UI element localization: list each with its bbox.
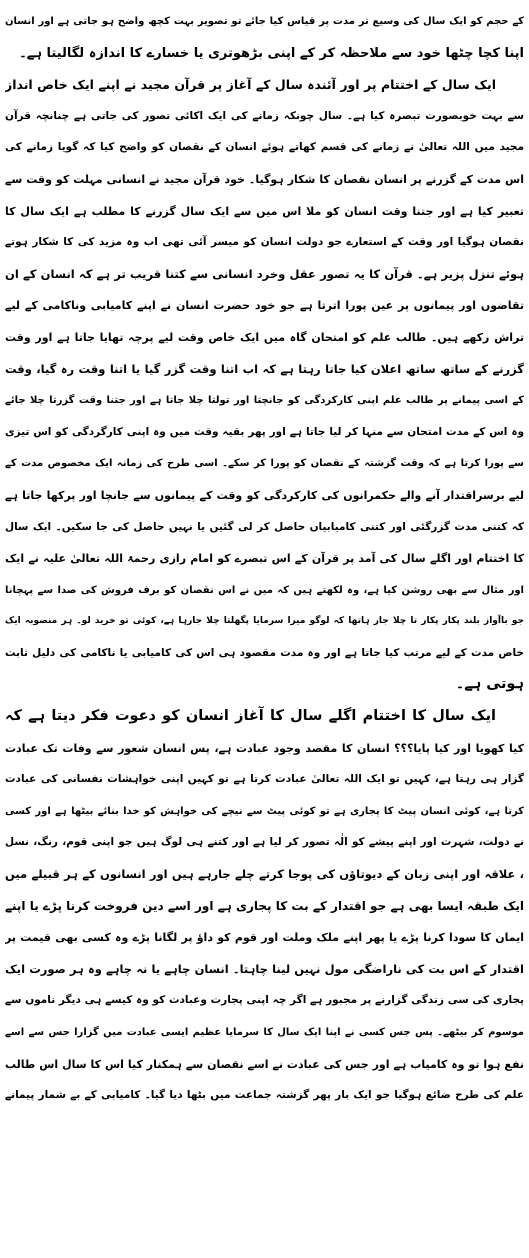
text-line: گزرنے کے ساتھ ساتھ اعلان کیا جاتا رہتا ہے کہ اب اتنا وقت گزر گیا یا اتنا وقت رہ گیا، وقت: [5, 361, 524, 376]
text-line: تراش رکھے ہیں۔ طالب علم کو امتحان گاہ میں ایک خاص وقت لیے پرچہ تھایا جاتا ہے اور وقت: [5, 330, 524, 344]
text-line: کا اختتام اور اگلے سال کی آمد پر قرآن کے اس تبصرے کو امام رازی رحمۃ اللہ تعالیٰ علیہ نے ایک: [5, 552, 524, 566]
text-line: کرتا ہے، کوئی انسان پیٹ کا پجاری ہے تو کوئی پیٹ سے نیچے کی خواہش کو خدا بنائے بیٹھا ہے اور کسی: [5, 805, 524, 817]
text-line: اپنا کچا چٹھا خود سے ملاحظہ کر کے اپنی بڑھوتری یا خسارے کا اندازہ لگالیتا ہے۔: [19, 45, 524, 61]
text-line: سے پورا کرتا ہے کہ وقت گزشتہ کے نقصان کو پورا کر سکے۔ اسی طرح کی زمانہ ایک مخصوص مدت کے: [5, 458, 524, 470]
paragraph-start-line: ایک سال کا اختتام اگلے سال کا آغاز انسان کو دعوت فکر دیتا ہے کہ: [5, 708, 496, 725]
text-line: اس مدت کے گزرنے پر انسان نقصان کا شکار ہوگیا۔ خود قرآن مجید نے انسانی مہلت کو وقت سے: [5, 172, 524, 186]
text-line: موسوم کر بیٹھے۔ پس جس کسی نے اپنا ایک سال کا سرمایا عظیم ایسی عبادت میں گزارا جس سے اسے: [5, 1027, 524, 1038]
text-line: گزار ہی رہتا ہے، کہیں تو ایک اللہ تعالیٰ عبادت کرتا ہے تو کہیں اپنی خواہشات نفسانی کی عبادت: [5, 773, 524, 786]
text-line: ہوئے تنزل پزیر ہے۔ قرآن کا یہ تصور عقل وخرد انسانی سے کتنا قریب تر ہے کہ انسان کے ان: [5, 266, 524, 281]
text-line: پجاری کی سی زندگی گزارنے پر مجبور ہے اگر چہ اپنی پجارت وعبادت کو وہ کیسے ہی دیگر ناموں سے: [5, 994, 524, 1007]
text-line: تعبیر کیا ہے اور جتنا وقت انسان کو ملا اس میں سے ایک سال گزرنے کا مطلب ہے ایک سال کا: [5, 204, 524, 218]
text-line: علم کی طرح ضائع ہوگیا جو ایک بار پھر گزشتہ جماعت میں بٹھا دیا گیا۔ کامیابی کے بے شمار پیمانے: [5, 1089, 524, 1102]
text-line: ایمان کا سودا کرنا پڑے یا پھر اپنے ملک وملت اور قوم کو داؤ پر لگانا پڑے وہ کسی بھی قیمت پر: [5, 931, 524, 945]
paragraph-start-line: ایک سال کے اختتام پر اور آئندہ سال کے آغاز پر قرآن مجید نے اپنے ایک خاص انداز: [5, 77, 496, 93]
text-line: کیا کھویا اور کیا پایا؟؟؟ انسان کا مقصد وجود عبادت ہے، پس انسان شعور سے وفات تک عبادت: [5, 741, 524, 755]
text-line: نقصان ہوگیا اور وقت کے استعارے جو دولت انسان کو میسر آئی تھی اب وہ مزید کی کا شکار ہوتے: [5, 236, 524, 249]
text-line: تقاضوں اور پیمانوں پر عین پورا اترتا ہے جو خود حضرت انسان نے اپنے کامیابی وناکامی کے لیے: [5, 299, 524, 313]
text-line: وہ اس کے مدت امتحان سے منہا کر لیا جاتا ہے اور پھر بقیہ وقت میں وہ اپنی کارگردگی کو اس تیزی: [5, 425, 524, 438]
text-line: خاص مدت کے لیے مرتب کیا جاتا ہے اور وہ مدت مقصود ہی اس کی کامیابی یا ناکامی کی دلیل ثابت: [5, 646, 524, 659]
text-line: کے اسی پیمانے پر طالب علم اپنی کارکردگی کو جانچتا اور تولتا چلا جاتا ہے اور جتنا وقت گزرتا چلا جائے: [5, 395, 524, 407]
text-line: لیے برسراقتدار آنے والے حکمرانوں کی کارکردگی کو وقت کے پیمانوں سے جانچا اور پرکھا جاتا ہے: [5, 488, 524, 502]
text-line: ، علاقہ اور اپنی زبان کے دیوتاؤں کی پوجا کرتے چلے جارہے ہیں اور انسانوں کے ہر قبیلے میں: [5, 867, 524, 882]
text-line: نفع ہوا تو وہ کامیاب ہے اور جس کی عبادت نے اسے نقصان سے ہمکنار کیا اس کا سال اس طالب: [5, 1057, 524, 1071]
text-line: سے بہت خوبصورت تبصرہ کیا ہے۔ سال چونکہ زمانے کی ایک اکائی تصور کی جاتی ہے چنانچہ قرآن: [5, 109, 524, 122]
text-line: جو باآواز بلند پکار پکار تا چلا جار ہاتھا کہ لوگو میرا سرمایا پگھلتا چلا جارہا ہے، کوئی تو خرید لو۔ ہر منصوبہ ایک: [5, 616, 524, 627]
text-line: کہ کتنی مدت گزرگئی اور کتنی کامیابیاں حاصل کر لی گئیں یا نہیں حاصل کی جا سکیں۔ ایک سال: [5, 520, 524, 533]
text-line: کے حجم کو ایک سال کی وسیع تر مدت پر قیاس کیا جائے تو تصویر بہت کچھ واضح ہو جاتی ہے اور انسان: [5, 16, 524, 27]
text-line: اقتدار کے اس بت کی ناراضگی مول نہیں لینا چاہتا۔ انسان چاہے یا نہ چاہے وہ ہر صورت ایک: [5, 961, 524, 976]
text-line: مجید میں اللہ تعالیٰ نے زمانے کی قسم کھاتے ہوئے انسان کے نقصان کو واضح کیا کہ گویا زمانے کی: [5, 141, 524, 154]
text-line: اور مثال سے بھی روشن کیا ہے، وہ لکھتے ہیں کہ میں نے اس نقصان کو برف فروش کی صدا سے پہچانا: [5, 584, 524, 596]
text-line: نے دولت، شہرت اور اپنے پیشے کو الٰہ تصور کر لیا ہے اور کتنے ہی لوگ ہیں جو اپنی قوم، رنگ، نسل: [5, 836, 524, 849]
text-line: ایک طبقہ ایسا بھی ہے جو اقتدار کے بت کا پجاری ہے اور اسے دین فروخت کرنا پڑے یا اپنے: [5, 898, 524, 913]
paragraph-end-line: ہوتی ہے۔: [455, 676, 524, 693]
